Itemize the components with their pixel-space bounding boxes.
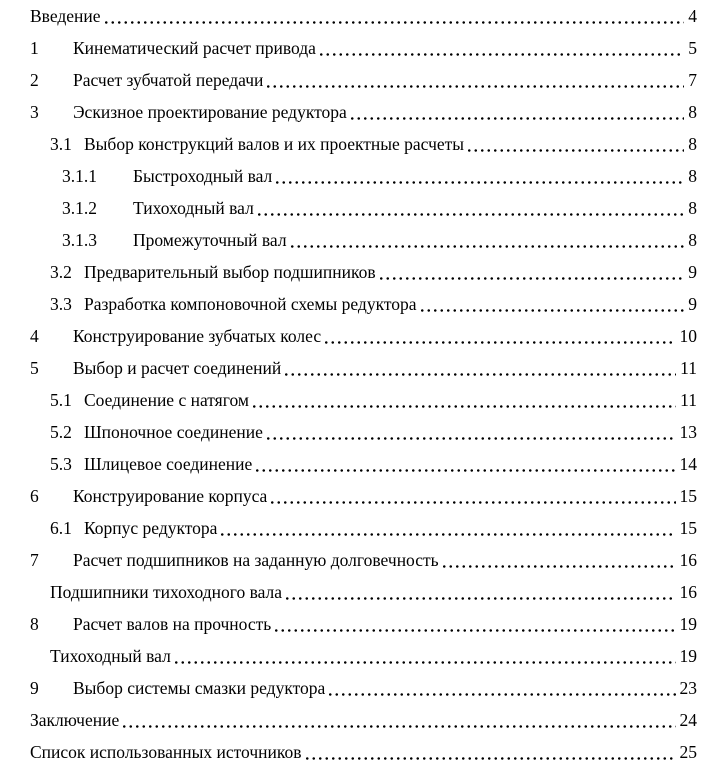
toc-entry-title: Тихоходный вал — [50, 646, 171, 666]
toc-entry-page: 4 — [688, 6, 697, 26]
toc-entry-title: Соединение с натягом — [84, 390, 249, 410]
toc-entry-page: 25 — [679, 742, 697, 762]
toc-entry-number: 3.1.2 — [62, 198, 97, 218]
toc-entry-title: Предварительный выбор подшипников — [84, 262, 376, 282]
toc-entry[interactable] — [0, 480, 711, 512]
dot-leader — [378, 256, 685, 288]
toc-entry-page: 24 — [679, 710, 697, 730]
toc-entry-number: 3 — [30, 102, 39, 122]
toc-entry-number: 3.2 — [50, 262, 72, 282]
toc-entry-title: Шлицевое соединение — [84, 454, 253, 474]
toc-entry-page: 11 — [680, 358, 697, 378]
toc-entry-number: 3.3 — [50, 294, 72, 314]
toc-entry[interactable] — [0, 416, 711, 448]
toc-entry[interactable] — [0, 448, 711, 480]
toc-entry-page: 8 — [688, 230, 697, 250]
dot-leader — [323, 320, 675, 352]
dot-leader — [273, 608, 675, 640]
toc-entry[interactable] — [0, 64, 711, 96]
toc-entry-page: 9 — [688, 262, 697, 282]
toc-entry-title: Введение — [30, 6, 101, 26]
toc-entry[interactable] — [0, 160, 711, 192]
toc-entry-number: 6.1 — [50, 518, 72, 538]
dot-leader — [256, 192, 684, 224]
toc-entry-page: 10 — [679, 326, 697, 346]
toc-entry-page: 16 — [679, 550, 697, 570]
dot-leader — [173, 640, 676, 672]
toc-entry-page: 19 — [679, 646, 697, 666]
toc-entry-page: 8 — [688, 198, 697, 218]
toc-entry[interactable] — [0, 96, 711, 128]
toc-entry[interactable] — [0, 384, 711, 416]
toc-entry-number: 8 — [30, 614, 39, 634]
toc-entry[interactable] — [0, 192, 711, 224]
toc-entry[interactable] — [0, 256, 711, 288]
dot-leader — [274, 160, 684, 192]
toc-entry-title: Выбор и расчет соединений — [73, 358, 282, 378]
toc-entry-number: 3.1 — [50, 134, 72, 154]
toc-entry-title: Эскизное проектирование редуктора — [73, 102, 347, 122]
toc-entry-number: 7 — [30, 550, 39, 570]
dot-leader — [419, 288, 685, 320]
toc-entry-number: 5.1 — [50, 390, 72, 410]
dot-leader — [121, 704, 675, 736]
toc-entry-title: Список использованных источников — [30, 742, 302, 762]
dot-leader — [251, 384, 676, 416]
toc-entry-page: 9 — [688, 294, 697, 314]
toc-entry[interactable] — [0, 512, 711, 544]
dot-leader — [265, 64, 684, 96]
dot-leader — [254, 448, 675, 480]
toc-entry-page: 19 — [679, 614, 697, 634]
toc-entry[interactable] — [0, 704, 711, 736]
toc-entry-page: 8 — [688, 102, 697, 122]
toc-entry[interactable] — [0, 672, 711, 704]
toc-entry[interactable] — [0, 544, 711, 576]
toc-entry[interactable] — [0, 128, 711, 160]
dot-leader — [265, 416, 676, 448]
toc-entry-number: 4 — [30, 326, 39, 346]
dot-leader — [269, 480, 675, 512]
toc-entry-number: 5 — [30, 358, 39, 378]
toc-entry-title: Выбор конструкций валов и их проектные расчеты — [84, 134, 465, 154]
dot-leader — [289, 224, 685, 256]
toc-entry-number: 9 — [30, 678, 39, 698]
toc-entry[interactable] — [0, 288, 711, 320]
toc-entry[interactable] — [0, 640, 711, 672]
toc-entry-title: Расчет валов на прочность — [73, 614, 272, 634]
toc-entry-page: 13 — [679, 422, 697, 442]
toc-entry-number: 6 — [30, 486, 39, 506]
toc-entry-number: 1 — [30, 38, 39, 58]
dot-leader — [283, 352, 676, 384]
dot-leader — [318, 32, 684, 64]
toc-entry-number: 3.1.3 — [62, 230, 97, 250]
toc-entry-number: 5.3 — [50, 454, 72, 474]
toc-entry-page: 5 — [688, 38, 697, 58]
toc-entry-title: Шпоночное соединение — [84, 422, 263, 442]
dot-leader — [284, 576, 675, 608]
toc-entry[interactable] — [0, 320, 711, 352]
toc-entry-title: Подшипники тихоходного вала — [50, 582, 283, 602]
toc-entry-page: 14 — [679, 454, 697, 474]
dot-leader — [103, 0, 685, 32]
toc-entry-number: 2 — [30, 70, 39, 90]
toc-entry-page: 15 — [679, 518, 697, 538]
dot-leader — [304, 736, 676, 768]
dot-leader — [441, 544, 676, 576]
toc-entry-title: Быстроходный вал — [133, 166, 273, 186]
toc-entry-page: 16 — [679, 582, 697, 602]
toc-entry-title: Конструирование корпуса — [73, 486, 268, 506]
toc-entry[interactable] — [0, 352, 711, 384]
dot-leader — [219, 512, 675, 544]
toc-entry-title: Конструирование зубчатых колес — [73, 326, 322, 346]
toc-entry-title: Промежуточный вал — [133, 230, 287, 250]
toc-entry-number: 3.1.1 — [62, 166, 97, 186]
toc-entry-title: Расчет подшипников на заданную долговечность — [73, 550, 439, 570]
toc-entry-page: 7 — [688, 70, 697, 90]
toc-entry-page: 8 — [688, 166, 697, 186]
dot-leader — [466, 128, 684, 160]
toc-entry[interactable] — [0, 608, 711, 640]
toc-entry-number: 5.2 — [50, 422, 72, 442]
toc-entry-title: Тихоходный вал — [133, 198, 254, 218]
toc-entry-title: Кинематический расчет привода — [73, 38, 316, 58]
toc-entry-page: 23 — [679, 678, 697, 698]
dot-leader — [327, 672, 675, 704]
toc-entry[interactable] — [0, 576, 711, 608]
toc-entry-title: Заключение — [30, 710, 120, 730]
toc-entry[interactable] — [0, 0, 711, 32]
toc-entry-title: Расчет зубчатой передачи — [73, 70, 264, 90]
toc-entry[interactable] — [0, 224, 711, 256]
toc-entry-page: 15 — [679, 486, 697, 506]
toc-entry[interactable] — [0, 736, 711, 768]
toc-entry-page: 8 — [688, 134, 697, 154]
toc-entry-title: Выбор системы смазки редуктора — [73, 678, 326, 698]
toc-entry-page: 11 — [680, 390, 697, 410]
toc-entry-title: Корпус редуктора — [84, 518, 218, 538]
toc-entry[interactable] — [0, 32, 711, 64]
toc-entry-title: Разработка компоновочной схемы редуктора — [84, 294, 417, 314]
dot-leader — [349, 96, 684, 128]
